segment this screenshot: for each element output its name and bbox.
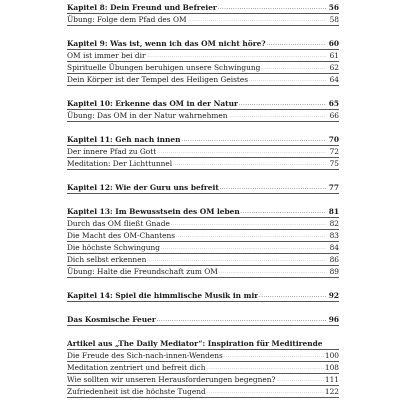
toc-section: [67, 338, 339, 398]
toc-section: [67, 182, 339, 194]
toc-entry-page-number: 60: [328, 39, 339, 48]
toc-entry-title: Übung: Halte die Freundschaft zum OM: [67, 267, 218, 276]
section-spacer: [67, 278, 339, 290]
toc-chapter-entry[interactable]: [67, 290, 339, 301]
toc-sub-entry[interactable]: [67, 50, 339, 61]
toc-sub-entry[interactable]: [67, 14, 339, 25]
toc-entry-title: Durch das OM fließt Gnade: [67, 219, 170, 228]
toc-entry-page-number: 56: [328, 3, 339, 12]
toc-dot-leader: [176, 230, 326, 241]
section-spacer: [67, 122, 339, 134]
toc-entry-title: Meditation: Der Lichttunnel: [67, 159, 173, 168]
toc-section: [67, 38, 339, 86]
toc-entry-title: OM ist immer bei dir: [67, 51, 146, 60]
toc-dot-leader: [147, 50, 326, 61]
toc-entry-page-number: 61: [329, 51, 339, 60]
toc-sub-entry[interactable]: [67, 374, 339, 385]
toc-entry-title: Kapitel 12: Wie der Guru uns befreit: [67, 183, 219, 192]
toc-sub-entry[interactable]: [67, 110, 339, 121]
toc-entry-page-number: 66: [329, 111, 339, 120]
toc-entry-page-number: 83: [329, 231, 339, 240]
toc-chapter-entry[interactable]: [67, 98, 339, 109]
toc-dot-leader: [229, 110, 326, 121]
toc-dot-leader: [276, 374, 323, 385]
toc-entry-title: Dich selbst erkennen: [67, 255, 147, 264]
toc-entry-page-number: 58: [329, 15, 339, 24]
toc-chapter-entry[interactable]: [67, 314, 339, 325]
toc-dot-leader: [220, 182, 326, 193]
toc-dot-leader: [259, 290, 326, 301]
table-of-contents: [67, 2, 339, 398]
toc-sub-entry[interactable]: [67, 242, 339, 253]
toc-entry-page-number: 108: [324, 363, 339, 372]
toc-entry-page-number: 122: [324, 387, 339, 396]
toc-entry-page-number: 100: [324, 351, 339, 360]
toc-entry-page-number: 65: [328, 99, 339, 108]
toc-section: [67, 290, 339, 302]
toc-dot-leader: [181, 134, 326, 145]
toc-entry-title: Zufriedenheit ist die höchste Tugend: [67, 387, 206, 396]
toc-entry-title: Übung: Das OM in der Natur wahrnehmen: [67, 111, 228, 120]
toc-sub-entry[interactable]: [67, 266, 339, 277]
toc-entry-title: Kapitel 11: Geh nach innen: [67, 135, 181, 144]
toc-dot-leader: [219, 266, 326, 277]
toc-entry-title: Kapitel 8: Dein Freund und Befreier: [67, 3, 217, 12]
toc-chapter-entry[interactable]: [67, 134, 339, 145]
toc-chapter-entry[interactable]: [67, 338, 339, 349]
toc-sub-entry[interactable]: [67, 230, 339, 241]
toc-dot-leader: [249, 74, 326, 85]
toc-sub-entry[interactable]: [67, 350, 339, 361]
toc-dot-leader: [157, 314, 326, 325]
toc-sub-entry[interactable]: [67, 254, 339, 265]
toc-entry-title: Kapitel 14: Spiel die himmlische Musik in mir: [67, 291, 259, 300]
toc-dot-leader: [157, 146, 326, 157]
toc-entry-title: Spirituelle Übungen beruhigen unsere Schwingung: [67, 63, 261, 72]
toc-entry-title: Artikel aus „The Daily Mediator“: Inspiration für Meditirende: [67, 339, 323, 348]
toc-entry-page-number: 77: [328, 183, 339, 192]
toc-section: [67, 206, 339, 278]
toc-entry-page-number: 86: [329, 255, 339, 264]
toc-chapter-entry[interactable]: [67, 206, 339, 217]
section-spacer: [67, 170, 339, 182]
toc-sub-entry[interactable]: [67, 74, 339, 85]
section-spacer: [67, 302, 339, 314]
toc-dot-leader: [171, 218, 326, 229]
toc-section: [67, 134, 339, 170]
toc-sub-entry[interactable]: [67, 146, 339, 157]
toc-sub-entry[interactable]: [67, 62, 339, 73]
toc-dot-leader: [206, 362, 323, 373]
toc-dot-leader: [147, 254, 326, 265]
toc-sub-entry[interactable]: [67, 158, 339, 169]
toc-section: [67, 98, 339, 122]
toc-dot-leader: [241, 206, 326, 217]
toc-entry-page-number: 64: [329, 75, 339, 84]
section-spacer: [67, 86, 339, 98]
toc-entry-title: Übung: Folge dem Pfad des OM: [67, 15, 187, 24]
toc-entry-page-number: 111: [324, 375, 339, 384]
toc-entry-title: Die höchste Schwingung: [67, 243, 161, 252]
toc-dot-leader: [224, 350, 324, 361]
toc-entry-page-number: 92: [328, 291, 339, 300]
toc-dot-leader: [173, 158, 326, 169]
toc-entry-title: Kapitel 10: Erkenne das OM in der Natur: [67, 99, 238, 108]
toc-entry-title: Kapitel 13: Im Bewusstsein des OM leben: [67, 207, 240, 216]
toc-entry-page-number: 89: [329, 267, 339, 276]
toc-chapter-entry[interactable]: [67, 38, 339, 49]
toc-entry-title: Wie sollten wir unseren Herausforderungen begegnen?: [67, 375, 276, 384]
toc-entry-title: Meditation zentriert und befreit dich: [67, 363, 206, 372]
section-spacer: [67, 326, 339, 338]
toc-entry-page-number: 84: [329, 243, 339, 252]
toc-sub-entry[interactable]: [67, 362, 339, 373]
toc-dot-leader: [267, 38, 326, 49]
toc-rule: [67, 397, 339, 398]
section-spacer: [67, 194, 339, 206]
toc-entry-title: Das Kosmische Feuer: [67, 315, 156, 324]
toc-entry-page-number: 96: [328, 315, 339, 324]
toc-entry-page-number: 81: [328, 207, 339, 216]
toc-entry-title: Die Macht des OM-Chantens: [67, 231, 176, 240]
toc-entry-title: Die Freude des Sich-nach-innen-Wendens: [67, 351, 223, 360]
toc-entry-page-number: 70: [328, 135, 339, 144]
toc-section: [67, 314, 339, 326]
toc-dot-leader: [207, 386, 324, 397]
toc-sub-entry[interactable]: [67, 218, 339, 229]
toc-entry-title: Dein Körper ist der Tempel des Heiligen Geistes: [67, 75, 249, 84]
toc-chapter-entry[interactable]: [67, 2, 339, 13]
toc-dot-leader: [218, 2, 326, 13]
section-spacer: [67, 26, 339, 38]
toc-chapter-entry[interactable]: [67, 182, 339, 193]
toc-entry-page-number: 72: [329, 147, 339, 156]
toc-entry-page-number: 62: [329, 63, 339, 72]
toc-entry-page-number: 75: [329, 159, 339, 168]
toc-entry-page-number: 82: [329, 219, 339, 228]
toc-entry-title: Kapitel 9: Was ist, wenn ich das OM nicht höre?: [67, 39, 266, 48]
toc-dot-leader: [188, 14, 326, 25]
toc-dot-leader: [261, 62, 326, 73]
toc-section: [67, 2, 339, 26]
toc-dot-leader: [161, 242, 326, 253]
toc-entry-title: Der innere Pfad zu Gott: [67, 147, 157, 156]
toc-dot-leader: [239, 98, 326, 109]
toc-sub-entry[interactable]: [67, 386, 339, 397]
